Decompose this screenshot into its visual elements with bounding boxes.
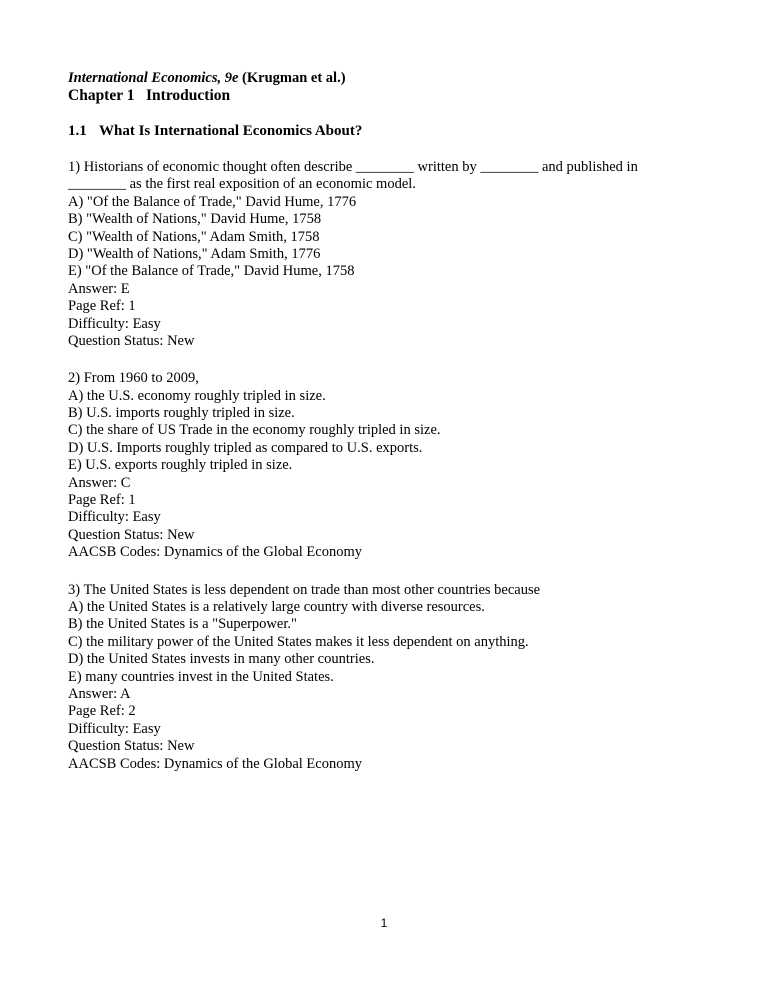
page-ref: Page Ref: 2 [68,703,136,720]
question-status: Question Status: New [68,738,195,755]
option-a: A) "Of the Balance of Trade," David Hume, 1776 [68,193,357,210]
answer: Answer: A [68,685,131,702]
difficulty: Difficulty: Easy [68,720,161,737]
question-3 [68,582,708,773]
answer: Answer: C [68,474,131,491]
book-title-authors: (Krugman et al.) [238,70,346,86]
question-status: Question Status: New [68,526,195,543]
option-c: C) "Wealth of Nations," Adam Smith, 1758 [68,228,320,245]
question-stem: 3) The United States is less dependent on trade than most other countries because [68,581,541,598]
page-ref: Page Ref: 1 [68,492,136,509]
option-b: B) "Wealth of Nations," David Hume, 1758 [68,211,322,228]
section-title: What Is International Economics About? [99,123,363,139]
question-stem: 1) Historians of economic thought often describe ________ written by ________ and published in [68,159,638,175]
chapter-number: Chapter 1 [68,87,135,104]
option-e: E) U.S. exports roughly tripled in size. [68,457,293,474]
document-page [68,70,708,773]
option-b: B) the United States is a "Superpower." [68,616,297,633]
option-b: B) U.S. imports roughly tripled in size. [68,405,295,422]
book-title [68,70,708,87]
option-d: D) the United States invests in many other countries. [68,651,375,668]
question-2 [68,370,708,561]
question-stem: 2) From 1960 to 2009, [68,370,199,387]
chapter-heading [68,87,708,105]
page-ref: Page Ref: 1 [68,298,136,315]
section-number: 1.1 [68,123,87,139]
page-number: 1 [380,916,388,930]
difficulty: Difficulty: Easy [68,509,161,526]
option-d: D) U.S. Imports roughly tripled as compared to U.S. exports. [68,439,423,456]
question-1 [68,159,708,350]
option-c: C) the military power of the United States makes it less dependent on anything. [68,633,529,650]
option-a: A) the U.S. economy roughly tripled in size. [68,387,326,404]
section-heading [68,122,708,140]
option-c: C) the share of US Trade in the economy roughly tripled in size. [68,422,441,439]
option-e: E) many countries invest in the United States. [68,668,334,685]
option-d: D) "Wealth of Nations," Adam Smith, 1776 [68,245,321,262]
option-e: E) "Of the Balance of Trade," David Hume, 1758 [68,263,355,280]
aacsb-codes: AACSB Codes: Dynamics of the Global Economy [68,755,363,772]
aacsb-codes: AACSB Codes: Dynamics of the Global Economy [68,544,363,561]
answer: Answer: E [68,280,130,297]
question-status: Question Status: New [68,332,195,349]
option-a: A) the United States is a relatively large country with diverse resources. [68,598,485,615]
question-stem-continued: ________ as the first real exposition of an economic model. [68,176,416,193]
difficulty: Difficulty: Easy [68,315,161,332]
book-title-italic: International Economics, 9e [68,70,239,86]
chapter-title: Introduction [146,87,231,104]
